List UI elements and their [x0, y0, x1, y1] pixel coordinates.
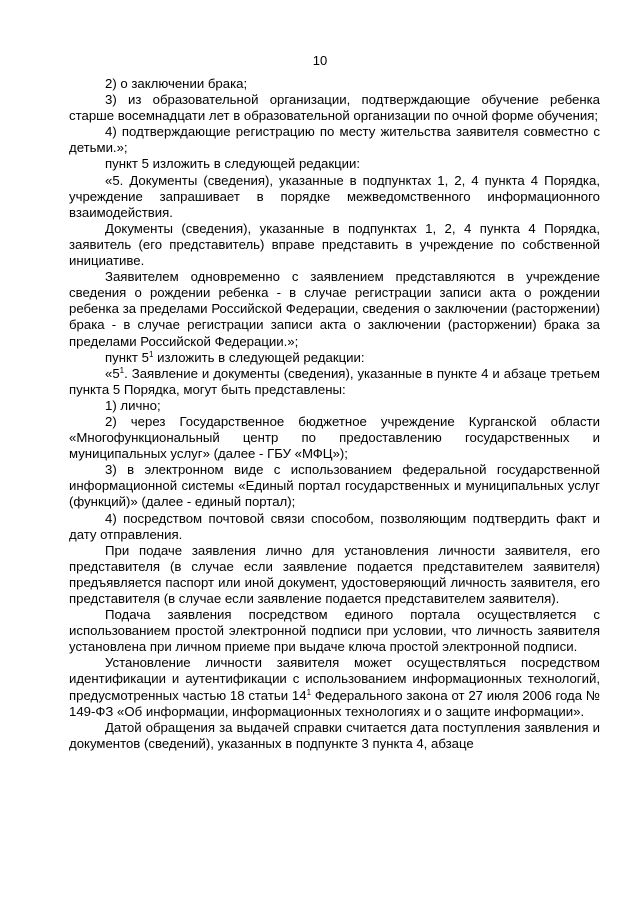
- paragraph-p5-applicant-info: Заявителем одновременно с заявлением представляются в учреждение сведения о рождении ребенка - в случае регистрации записи акта о рождении ребенка за пределами Российской Федерации, сведения о заключении (расторжении) брака - в случае регистрации записи акта о заключении (расторжении) брака за пределами Российской Федерации.»;: [69, 269, 600, 349]
- page-number: 10: [312, 53, 328, 68]
- paragraph-registration: 4) подтверждающие регистрацию по месту жительства заявителя совместно с детьми.»;: [69, 124, 600, 156]
- paragraph-portal-signature: Подача заявления посредством единого портала осуществляется с использованием простой электронной подписи при условии, что личность заявителя установлена при личном приеме при выдаче ключа простой электронной подписи.: [69, 607, 600, 655]
- paragraph-education: 3) из образовательной организации, подтверждающие обучение ребенка старше восемнадцати лет в образовательной организации по очной форме обучения;: [69, 92, 600, 124]
- paragraph-p5-own-initiative: Документы (сведения), указанные в подпунктах 1, 2, 4 пункта 4 Порядка, заявитель (его представитель) вправе представить в учреждение по собственной инициативе.: [69, 220, 600, 269]
- paragraph-p5-text: «5. Документы (сведения), указанные в подпунктах 1, 2, 4 пункта 4 Порядка, учреждение запрашивает в порядке межведомственного информационного взаимодействия.: [69, 172, 600, 220]
- paragraph-electronic: 3) в электронном виде с использованием федеральной государственной информационной системы «Единый портал государственных и муниципальных услуг (функций)» (далее - единый портал);: [69, 462, 600, 510]
- paragraph-in-person: 1) лично;: [105, 397, 161, 413]
- paragraph-mfc: 2) через Государственное бюджетное учреждение Курганской области «Многофункциональный центр по предоставлению государственных и муниципальных услуг» (далее - ГБУ «МФЦ»);: [69, 413, 600, 462]
- paragraph-postal: 4) посредством почтовой связи способом, позволяющим подтвердить факт и дату отправления.: [69, 510, 600, 542]
- paragraph-p5-1-intro: пункт $5^1$ изложить в следующей редакции:: [105, 349, 365, 365]
- paragraph-identification: Установление личности заявителя может осуществляться посредством идентификации и аутентификации с использованием информационных технологий, предусмотренных частью 18 статьи $14^1$ Федерального закона от 27 июля 2006 года № 149-ФЗ «Об информации, информационных технологиях и о защите информации».: [69, 655, 600, 719]
- paragraph-identity-in-person: При подаче заявления лично для установления личности заявителя, его представителя (в случае если заявление подается представителем заявителя) предъявляется паспорт или иной документ, удостоверяющий личность заявителя, его представителя (в случае если заявление подается представителем заявителя).: [69, 542, 600, 606]
- paragraph-p5-intro: пункт 5 изложить в следующей редакции:: [105, 156, 361, 172]
- paragraph-request-date: Датой обращения за выдачей справки считается дата поступления заявления и документов (сведений), указанных в подпункте 3 пункта 4, абзаце: [69, 719, 600, 751]
- paragraph-marriage: 2) о заключении брака;: [105, 76, 248, 91]
- paragraph-p5-1-text: «$5^1$. Заявление и документы (сведения), указанные в пункте 4 и абзаце третьем пункта 5 Порядка, могут быть представлены:: [69, 365, 600, 397]
